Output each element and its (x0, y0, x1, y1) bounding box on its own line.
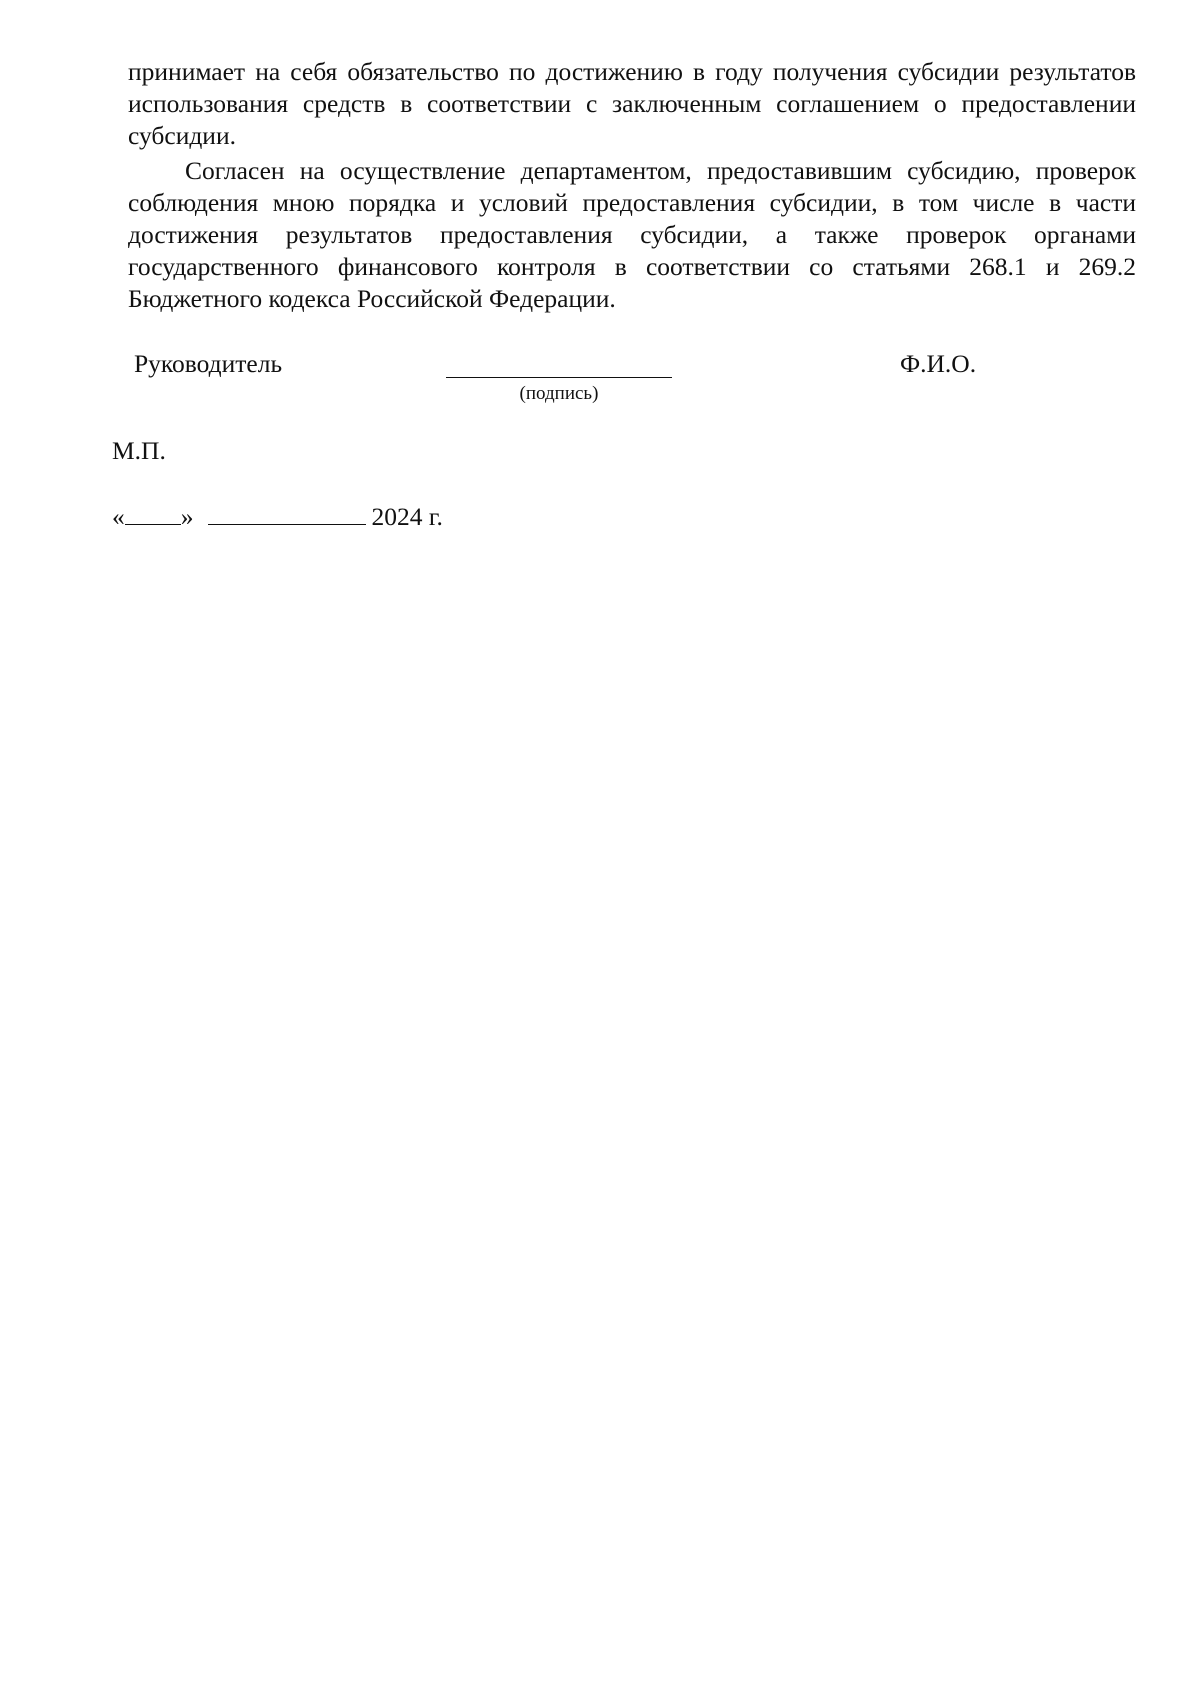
date-close-quote: » (180, 502, 194, 531)
date-open-quote: « (112, 502, 125, 531)
date-year: 2024 г. (371, 502, 443, 531)
paragraph-obligation: принимает на себя обязательство по достижению в году получения субсидии результатов использования средств в соответствии с заключенным соглашением о предоставлении субсидии. (128, 57, 1136, 150)
paragraph-consent: Согласен на осуществление департаментом, предоставившим субсидию, проверок соблюдения мною порядка и условий предоставления субсидии, в том числе в части достижения результатов предоставления субсидии, а также проверок органами государственного финансового контроля в соответствии со статьями 268.1 и 269.2 Бюджетного кодекса Российской Федерации. (128, 156, 1136, 313)
date-month-blank (208, 502, 366, 525)
signature-name-placeholder: Ф.И.О. (900, 349, 977, 378)
date-line (112, 501, 443, 533)
date-day-blank (125, 502, 181, 525)
stamp-placeholder: М.П. (112, 436, 166, 465)
signature-role: Руководитель (134, 349, 283, 378)
signature-caption: (подпись) (519, 383, 599, 404)
signature-line (446, 377, 672, 378)
